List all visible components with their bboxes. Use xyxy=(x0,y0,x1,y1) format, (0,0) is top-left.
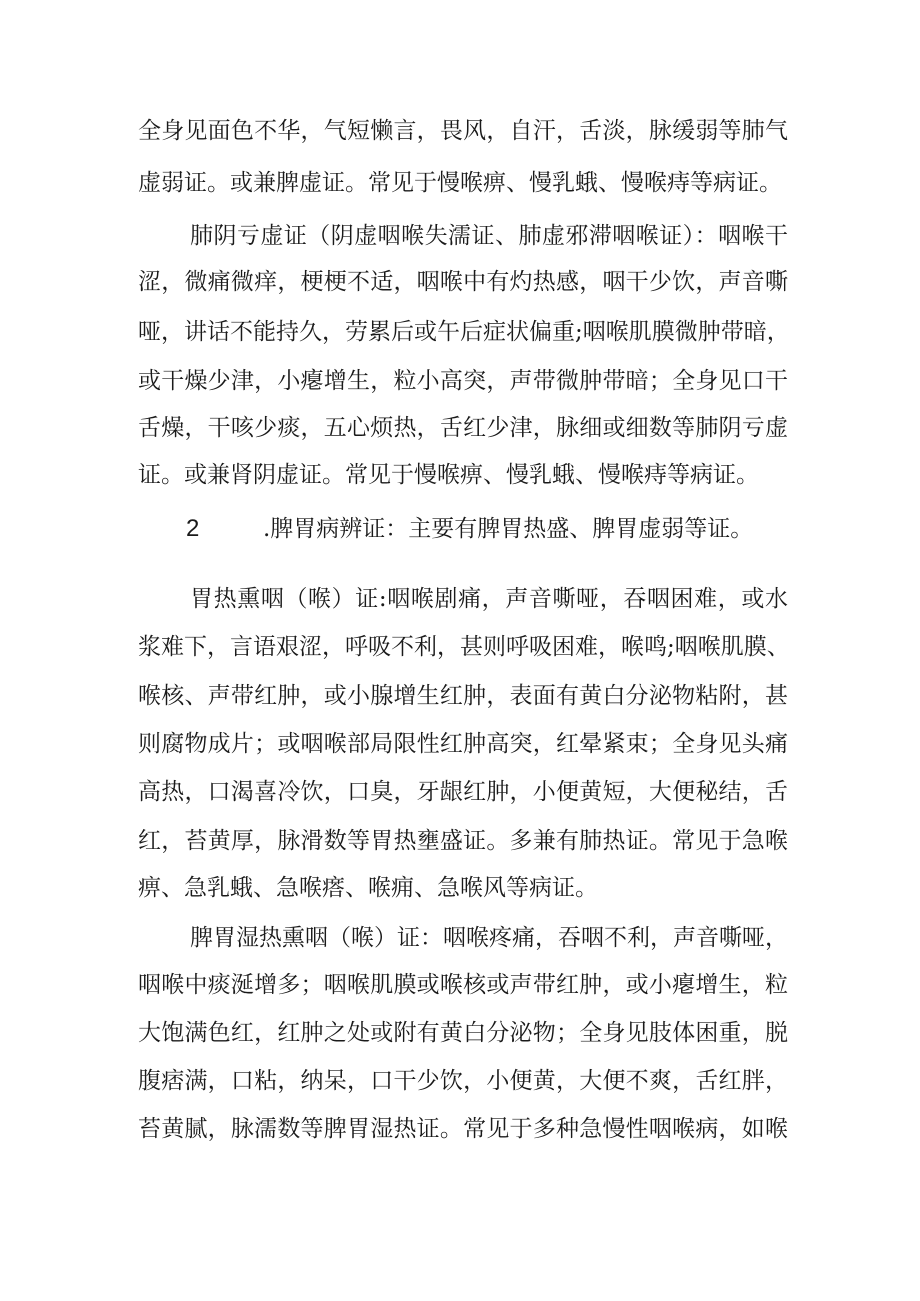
text-line: 苔黄腻，脉濡数等脾胃湿热证。常见于多种急慢性咽喉病，如喉 xyxy=(138,1116,788,1142)
text-line: 高热，口渴喜冷饮，口臭，牙龈红肿，小便黄短，大便秘结，舌 xyxy=(138,779,788,805)
section-heading: .脾胃病辨证：主要有脾胃热盛、脾胃虚弱等证。 xyxy=(263,516,754,542)
text-line: 喉核、声带红肿，或小腺增生红肿，表面有黄白分泌物粘附，甚 xyxy=(138,683,788,709)
text-line: 虚弱证。或兼脾虚证。常见于慢喉痹、慢乳蛾、慢喉痔等病证。 xyxy=(138,170,782,196)
text-line: 大饱满色红，红肿之处或附有黄白分泌物；全身见肢体困重，脱 xyxy=(138,1020,788,1046)
section-number: 2 xyxy=(186,515,200,542)
text-line: 全身见面色不华，气短懒言，畏风，自汗，舌淡，脉缓弱等肺气 xyxy=(138,118,788,144)
text-line: 红，苔黄厚，脉滑数等胃热壅盛证。多兼有肺热证。常见于急喉 xyxy=(138,828,788,854)
text-line: 腹痞满，口粘，纳呆，口干少饮，小便黄，大便不爽，舌红胖， xyxy=(138,1068,788,1094)
text-line: 痹、急乳蛾、急喉瘩、喉痈、急喉风等病证。 xyxy=(138,875,598,901)
text-line: 咽喉中痰涎增多；咽喉肌膜或喉核或声带红肿，或小瘪增生，粒 xyxy=(138,972,788,998)
paragraph-first-line: 胃热熏咽（喉）证:咽喉剧痛，声音嘶哑，吞咽困难，或水 xyxy=(190,586,788,612)
text-line: 舌燥，干咳少痰，五心烦热，舌红少津，脉细或细数等肺阴亏虚 xyxy=(138,415,788,441)
text-line: 证。或兼肾阴虚证。常见于慢喉痹、慢乳蛾、慢喉痔等病证。 xyxy=(138,462,759,488)
paragraph-first-line: 脾胃湿热熏咽（喉）证：咽喉疼痛，吞咽不利，声音嘶哑， xyxy=(190,925,788,951)
text-line: 则腐物成片；或咽喉部局限性红肿高突，红晕紧束；全身见头痛 xyxy=(138,731,788,757)
text-line: 哑，讲话不能持久，劳累后或午后症状偏重;咽喉肌膜微肿带暗， xyxy=(138,319,790,345)
text-line: 或干燥少津，小瘪增生，粒小高突，声带微肿带暗；全身见口干 xyxy=(138,368,788,394)
text-line: 浆难下，言语艰涩，呼吸不利，甚则呼吸困难，喉鸣;咽喉肌膜、 xyxy=(138,634,790,660)
paragraph-first-line: 肺阴亏虚证（阴虚咽喉失濡证、肺虚邪滞咽喉证）：咽喉干 xyxy=(190,223,788,249)
text-line: 涩，微痛微痒，梗梗不适，咽喉中有灼热感，咽干少饮，声音嘶 xyxy=(138,269,788,295)
